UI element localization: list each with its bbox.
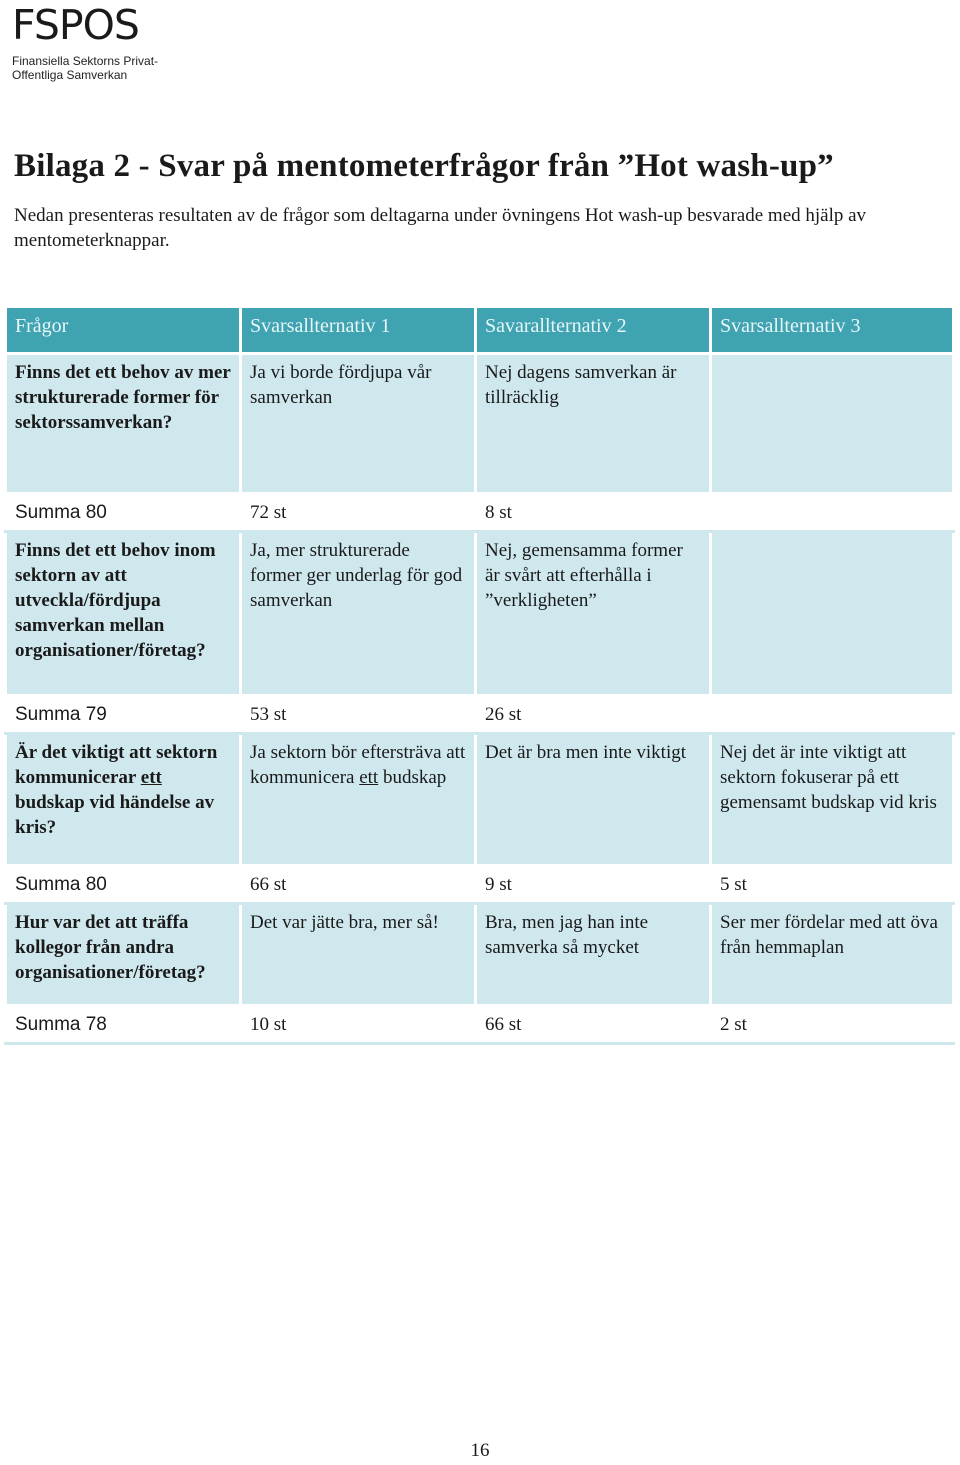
header-alternative-3: Svarsallternativ 3 <box>711 307 954 354</box>
alternative-1-text-end: budskap <box>378 767 447 788</box>
count-1-cell: 66 st <box>241 866 476 904</box>
alternative-2-cell: Det är bra men inte viktigt <box>476 734 711 866</box>
logo-subtitle-line-2: Offentliga Samverkan <box>12 68 128 82</box>
alternative-1-text-start: Ja sektorn bör eftersträva att kommunicera <box>250 742 466 788</box>
count-2-cell: 9 st <box>476 866 711 904</box>
sum-label: Summa 80 <box>6 866 241 904</box>
alternative-1-cell: Det var jätte bra, mer så! <box>241 904 476 1006</box>
question-row <box>6 532 954 696</box>
question-row <box>6 904 954 1006</box>
header-alternative-1: Svarsallternativ 1 <box>241 307 476 354</box>
count-3-cell: 5 st <box>711 866 954 904</box>
fspos-logo <box>12 2 182 82</box>
question-row <box>6 734 954 866</box>
sum-row <box>6 866 954 904</box>
count-3-cell <box>711 494 954 532</box>
question-cell <box>6 734 241 866</box>
sum-row <box>6 1006 954 1044</box>
sum-row <box>6 696 954 734</box>
alternative-2-cell: Bra, men jag han inte samverka så mycket <box>476 904 711 1006</box>
alternative-1-text-underlined: ett <box>359 767 379 788</box>
header-alternative-2: Savarallternativ 2 <box>476 307 711 354</box>
alternative-3-cell: Ser mer fördelar med att öva från hemmaplan <box>711 904 954 1006</box>
alternative-3-cell <box>711 532 954 696</box>
page-number: 16 <box>470 1440 490 1461</box>
logo-subtitle-line-1: Finansiella Sektorns Privat- <box>12 54 159 68</box>
count-1-cell: 53 st <box>241 696 476 734</box>
sum-row <box>6 494 954 532</box>
sum-label: Summa 79 <box>6 696 241 734</box>
intro-paragraph: Nedan presenteras resultaten av de frågor som deltagarna under övningens Hot wash-up besvarade med hjälp av mentometerknappar. <box>14 205 867 251</box>
question-text-end: budskap vid händelse av kris? <box>15 792 215 838</box>
count-1-cell: 72 st <box>241 494 476 532</box>
page-title: Bilaga 2 - Svar på mentometerfrågor från ”Hot wash-up” <box>14 148 834 184</box>
count-2-cell: 8 st <box>476 494 711 532</box>
question-row <box>6 354 954 494</box>
count-1-cell: 10 st <box>241 1006 476 1044</box>
count-3-cell: 2 st <box>711 1006 954 1044</box>
alternative-3-cell: Nej det är inte viktigt att sektorn fokuserar på ett gemensamt budskap vid kris <box>711 734 954 866</box>
alternative-1-cell: Ja, mer strukturerade former ger underlag för god samverkan <box>241 532 476 696</box>
question-text-start: Är det viktigt att sektorn kommunicerar <box>15 742 218 788</box>
question-cell: Finns det ett behov inom sektorn av att utveckla/fördjupa samverkan mellan organisationer/företag? <box>6 532 241 696</box>
count-2-cell: 66 st <box>476 1006 711 1044</box>
sum-label: Summa 80 <box>6 494 241 532</box>
question-cell: Finns det ett behov av mer strukturerade former för sektorssamverkan? <box>6 354 241 494</box>
alternative-2-cell: Nej, gemensamma former är svårt att efterhålla i ”verkligheten” <box>476 532 711 696</box>
alternative-2-cell: Nej dagens samverkan är tillräcklig <box>476 354 711 494</box>
logo-wordmark: FSPOS <box>12 1 139 49</box>
table-header-row <box>6 307 954 354</box>
results-table <box>4 305 955 1045</box>
count-3-cell <box>711 696 954 734</box>
header-questions: Frågor <box>6 307 241 354</box>
alternative-3-cell <box>711 354 954 494</box>
question-cell: Hur var det att träffa kollegor från andra organisationer/företag? <box>6 904 241 1006</box>
count-2-cell: 26 st <box>476 696 711 734</box>
question-text-underlined: ett <box>140 767 162 788</box>
alternative-1-cell <box>241 734 476 866</box>
sum-label: Summa 78 <box>6 1006 241 1044</box>
alternative-1-cell: Ja vi borde fördjupa vår samverkan <box>241 354 476 494</box>
